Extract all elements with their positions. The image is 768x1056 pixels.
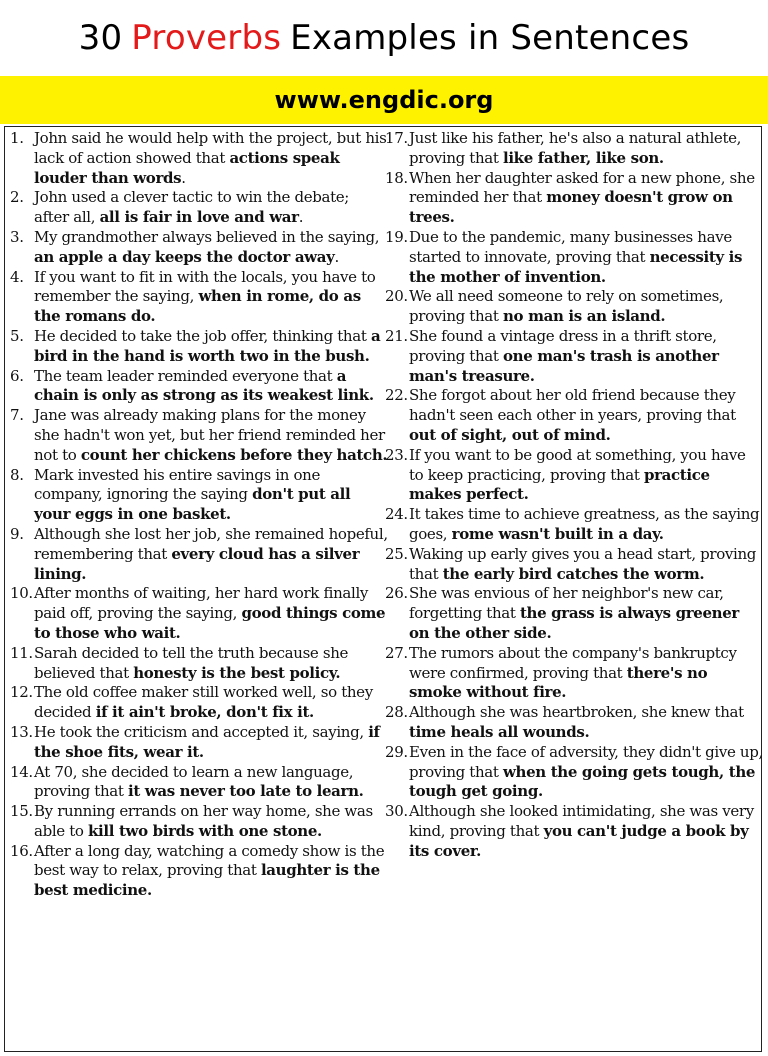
item-number: 26.	[385, 584, 408, 603]
proverb-text: it was never too late to learn.	[127, 782, 364, 801]
item-number: 23.	[385, 445, 408, 464]
proverb-text: a bird in the hand is worth two in the bush.	[34, 326, 381, 365]
sentence-item	[10, 129, 388, 188]
sentence-item	[10, 842, 388, 901]
title-number: 30	[78, 18, 123, 58]
sentence-item	[10, 723, 388, 763]
sentence-text: Due to the pandemic, many businesses have started to innovate, proving that	[409, 227, 732, 266]
sentence-text: She found a vintage dress in a thrift store, proving that	[409, 326, 717, 365]
sentence-text: When her daughter asked for a new phone, she reminded her that	[409, 168, 755, 207]
sentence-item	[385, 129, 763, 169]
item-number: 24.	[385, 505, 408, 524]
proverb-text: good things come to those who wait.	[34, 604, 386, 642]
sentence-item	[385, 545, 763, 585]
title-rest: Examples in Sentences	[290, 18, 690, 58]
sentence-text: Just like his father, he's also a natural athlete, proving that	[409, 129, 742, 167]
sentence-column-right	[385, 129, 763, 861]
sentence-item	[385, 802, 763, 861]
sentence-item	[10, 525, 388, 584]
sentence-text: He decided to take the job offer, thinking that	[34, 326, 371, 345]
item-number: 19.	[385, 227, 408, 246]
proverb-text: money doesn't grow on trees.	[409, 188, 733, 227]
item-number: 8.	[10, 465, 24, 484]
item-number: 2.	[10, 188, 24, 207]
proverb-text: if it ain't broke, don't fix it.	[95, 703, 314, 722]
sentence-text: My grandmother always believed in the saying,	[34, 227, 380, 246]
item-number: 28.	[385, 703, 408, 722]
sentence-item	[385, 505, 763, 545]
proverb-text: the grass is always greener on the other side.	[409, 604, 739, 642]
sentence-text: Waking up early gives you a head start, proving that	[409, 544, 757, 583]
proverb-text: laughter is the best medicine.	[34, 861, 380, 900]
proverb-text: the early bird catches the worm.	[442, 564, 705, 583]
proverb-text: like father, like son.	[502, 148, 664, 167]
sentence-item	[10, 268, 388, 327]
sentence-text: She forgot about her old friend because they hadn't seen each other in years, proving that	[409, 386, 736, 425]
proverb-text: when in rome, do as the romans do.	[34, 287, 361, 326]
proverb-text: practice makes perfect.	[409, 465, 710, 504]
sentence-item	[385, 644, 763, 703]
page-title	[0, 0, 768, 76]
sentence-text: He took the criticism and accepted it, saying,	[34, 722, 369, 741]
proverb-text: kill two birds with one stone.	[88, 821, 322, 840]
item-number: 10.	[10, 584, 33, 603]
item-number: 11.	[10, 643, 33, 662]
item-number: 22.	[385, 386, 408, 405]
item-number: 4.	[10, 267, 24, 286]
sentence-text: At 70, she decided to learn a new language, proving that	[34, 762, 354, 801]
sentence-text: By running errands on her way home, she was able to	[34, 802, 373, 840]
item-number: 14.	[10, 762, 33, 781]
website-banner	[0, 76, 768, 124]
item-number: 1.	[10, 129, 24, 147]
sentence-text: The rumors about the company's bankruptcy were confirmed, proving that	[409, 643, 737, 682]
sentence-item	[10, 802, 388, 842]
proverb-text: if the shoe fits, wear it.	[34, 722, 380, 761]
sentence-item	[385, 327, 763, 386]
sentence-item	[10, 683, 388, 723]
proverb-text: there's no smoke without fire.	[409, 663, 708, 702]
item-number: 29.	[385, 742, 408, 761]
item-number: 12.	[10, 683, 33, 702]
sentence-text: Although she lost her job, she remained hopeful, remembering that	[34, 524, 388, 563]
proverb-text: an apple a day keeps the doctor away	[34, 247, 335, 266]
sentence-item	[10, 367, 388, 407]
proverb-text: one man's trash is another man's treasure.	[409, 346, 719, 385]
sentence-text: Even in the face of adversity, they didn't give up, proving that	[409, 742, 763, 781]
sentence-text: After months of waiting, her hard work finally paid off, proving the saying,	[34, 584, 369, 623]
item-number: 25.	[385, 544, 408, 563]
item-number: 7.	[10, 406, 24, 425]
sentence-text: If you want to be good at something, you have to keep practicing, proving that	[409, 445, 746, 484]
item-number: 6.	[10, 366, 24, 385]
sentence-item	[385, 169, 763, 228]
item-number: 13.	[10, 722, 33, 741]
sentence-text: We all need someone to rely on sometimes, proving that	[409, 287, 724, 326]
proverb-text: a chain is only as strong as its weakest link.	[34, 366, 374, 405]
sentence-end: .	[298, 208, 304, 227]
proverb-text: when the going gets tough, the tough get going.	[409, 762, 756, 801]
sentence-item	[10, 644, 388, 684]
item-number: 20.	[385, 287, 408, 306]
sentence-text: The team leader reminded everyone that	[34, 366, 337, 385]
sentence-item	[10, 188, 388, 228]
proverb-text: honesty is the best policy.	[133, 663, 341, 682]
proverb-text: time heals all wounds.	[409, 722, 590, 741]
sentence-item	[385, 386, 763, 445]
sentence-end: .	[181, 168, 186, 187]
title-highlight: Proverbs	[131, 18, 282, 58]
item-number: 15.	[10, 802, 33, 821]
item-number: 17.	[385, 129, 408, 147]
sentence-item	[10, 327, 388, 367]
website-url: www.engdic.org	[274, 86, 494, 114]
sentence-end: .	[334, 247, 339, 266]
sentence-item	[10, 406, 388, 465]
sentence-text: If you want to fit in with the locals, you have to remember the saying,	[34, 267, 376, 306]
proverb-text: actions speak louder than words	[34, 148, 340, 187]
proverb-text: every cloud has a silver lining.	[34, 544, 360, 583]
sentence-item	[385, 584, 763, 643]
proverb-text: necessity is the mother of invention.	[409, 247, 743, 286]
item-number: 9.	[10, 524, 24, 543]
item-number: 3.	[10, 227, 24, 246]
sentence-item	[10, 763, 388, 803]
sentence-text: After a long day, watching a comedy show is the best way to relax, proving that	[34, 841, 385, 880]
proverb-text: all is fair in love and war	[99, 208, 299, 227]
sentence-item	[385, 743, 763, 802]
item-number: 5.	[10, 326, 24, 345]
sentence-text: Although she was heartbroken, she knew that	[409, 703, 744, 722]
sentence-item	[10, 584, 388, 643]
sentence-text: John said he would help with the project, but his lack of action showed that	[34, 129, 387, 167]
item-number: 21.	[385, 326, 408, 345]
proverb-text: count her chickens before they hatch.	[80, 445, 388, 464]
sentence-item	[385, 446, 763, 505]
sentence-text: Sarah decided to tell the truth because she believed that	[34, 643, 349, 682]
proverb-text: don't put all your eggs in one basket.	[34, 485, 351, 524]
sentence-text: Jane was already making plans for the money she hadn't won yet, but her friend reminded her not to	[34, 406, 385, 464]
proverb-text: you can't judge a book by its cover.	[409, 821, 749, 860]
sentence-item	[385, 287, 763, 327]
item-number: 16.	[10, 841, 33, 860]
sentence-text: The old coffee maker still worked well, so they decided	[34, 683, 373, 722]
proverb-text: out of sight, out of mind.	[409, 425, 611, 444]
sentence-text: Mark invested his entire savings in one company, ignoring the saying	[34, 465, 320, 504]
item-number: 18.	[385, 168, 408, 187]
sentence-text: It takes time to achieve greatness, as the saying goes,	[409, 505, 760, 543]
item-number: 30.	[385, 802, 408, 821]
sentence-item	[385, 703, 763, 743]
proverb-text: rome wasn't built in a day.	[451, 524, 664, 543]
sentence-item	[10, 228, 388, 268]
sentence-text: She was envious of her neighbor's new car, forgetting that	[409, 584, 724, 623]
sentence-text: John used a clever tactic to win the debate; after all,	[34, 188, 349, 227]
sentence-item	[10, 466, 388, 525]
sentence-column-left	[10, 129, 388, 901]
sentence-item	[385, 228, 763, 287]
sentence-text: Although she looked intimidating, she was very kind, proving that	[409, 802, 754, 840]
item-number: 27.	[385, 643, 408, 662]
proverb-text: no man is an island.	[502, 307, 666, 326]
